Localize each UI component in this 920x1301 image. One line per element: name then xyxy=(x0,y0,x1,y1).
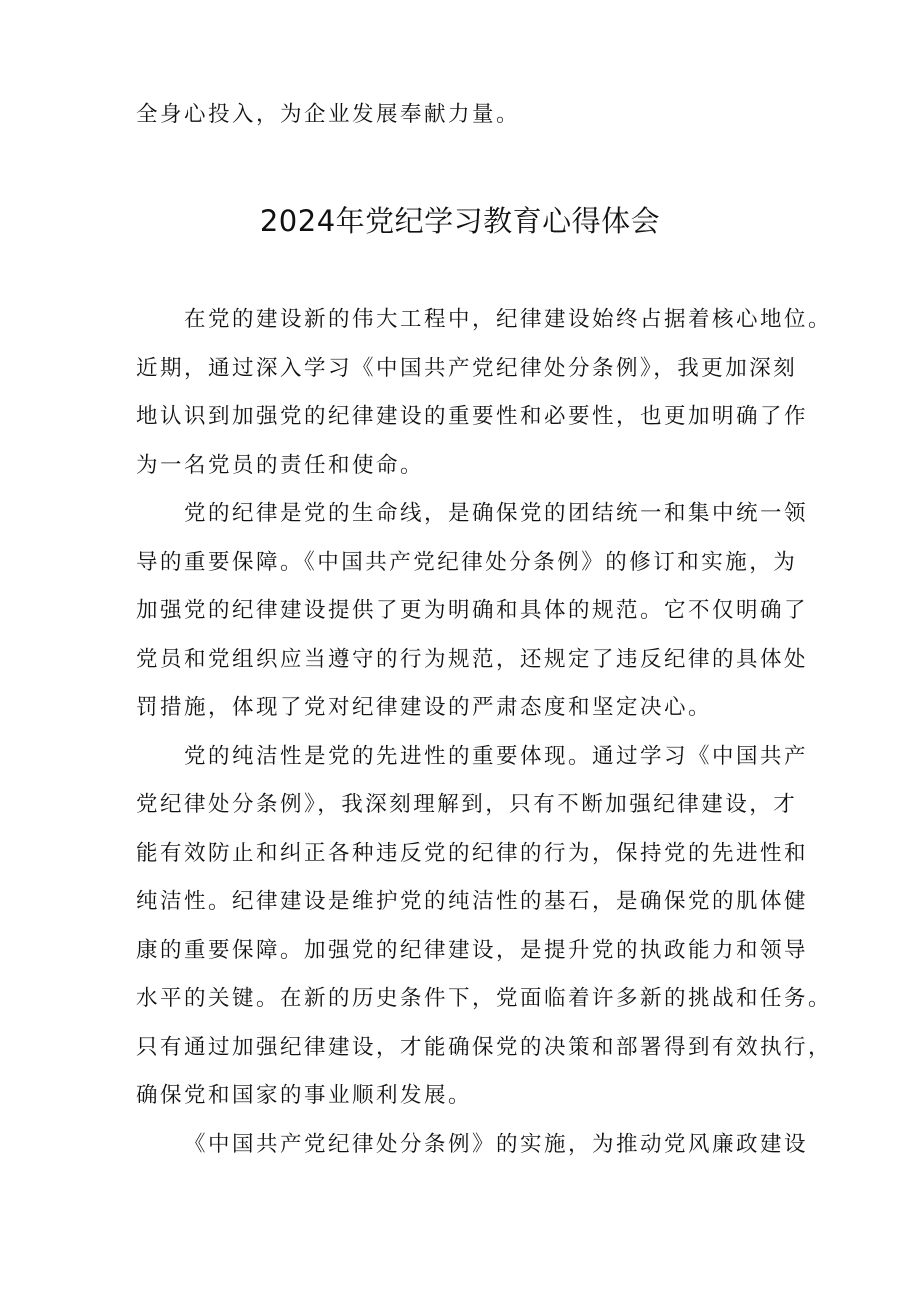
paragraph-line: 确保党和国家的事业顺利发展。 xyxy=(136,1083,473,1108)
paragraph-2 xyxy=(136,490,809,733)
paragraph-3 xyxy=(136,733,833,1121)
paragraph-line: 加强党的纪律建设提供了更为明确和具体的规范。它不仅明确了 xyxy=(136,598,809,623)
paragraph-4 xyxy=(136,1121,809,1170)
carryover-line: 全身心投入，为企业发展奉献力量。 xyxy=(136,102,521,127)
paragraph-line: 党的纯洁性是党的先进性的重要体现。通过学习《中国共产 xyxy=(184,743,809,769)
paragraph-1 xyxy=(136,296,833,490)
paragraph-line: 只有通过加强纪律建设，才能确保党的决策和部署得到有效执行， xyxy=(136,1034,833,1060)
paragraph-line: 在党的建设新的伟大工程中，纪律建设始终占据着核心地位。 xyxy=(184,307,833,332)
paragraph-line: 罚措施，体现了党对纪律建设的严肃态度和坚定决心。 xyxy=(136,695,713,720)
paragraph-line: 地认识到加强党的纪律建设的重要性和必要性，也更加明确了作 xyxy=(136,404,809,429)
paragraph-line: 党的纪律是党的生命线，是确保党的团结统一和集中统一领 xyxy=(184,501,809,526)
paragraph-line: 党纪律处分条例》，我深刻理解到，只有不断加强纪律建设，才 xyxy=(136,792,798,817)
paragraph-line: 康的重要保障。加强党的纪律建设，是提升党的执政能力和领导 xyxy=(136,937,809,963)
document-body xyxy=(136,296,833,1169)
paragraph-line: 党员和党组织应当遵守的行为规范，还规定了违反纪律的具体处 xyxy=(136,646,809,672)
paragraph-line: 导的重要保障。《中国共产党纪律处分条例》的修订和实施，为 xyxy=(136,549,798,575)
paragraph-line: 为一名党员的责任和使命。 xyxy=(136,452,425,478)
paragraph-line: 能有效防止和纠正各种违反党的纪律的行为，保持党的先进性和 xyxy=(136,840,809,866)
paragraph-line: 《中国共产党纪律处分条例》的实施，为推动党风廉政建设 xyxy=(184,1131,809,1157)
paragraph-line: 近期，通过深入学习《中国共产党纪律处分条例》，我更加深刻 xyxy=(136,355,798,381)
paragraph-line: 水平的关键。在新的历史条件下，党面临着许多新的挑战和任务。 xyxy=(136,986,833,1011)
document-title: 2024年党纪学习教育心得体会 xyxy=(259,204,661,238)
paragraph-line: 纯洁性。纪律建设是维护党的纯洁性的基石，是确保党的肌体健 xyxy=(136,889,809,914)
